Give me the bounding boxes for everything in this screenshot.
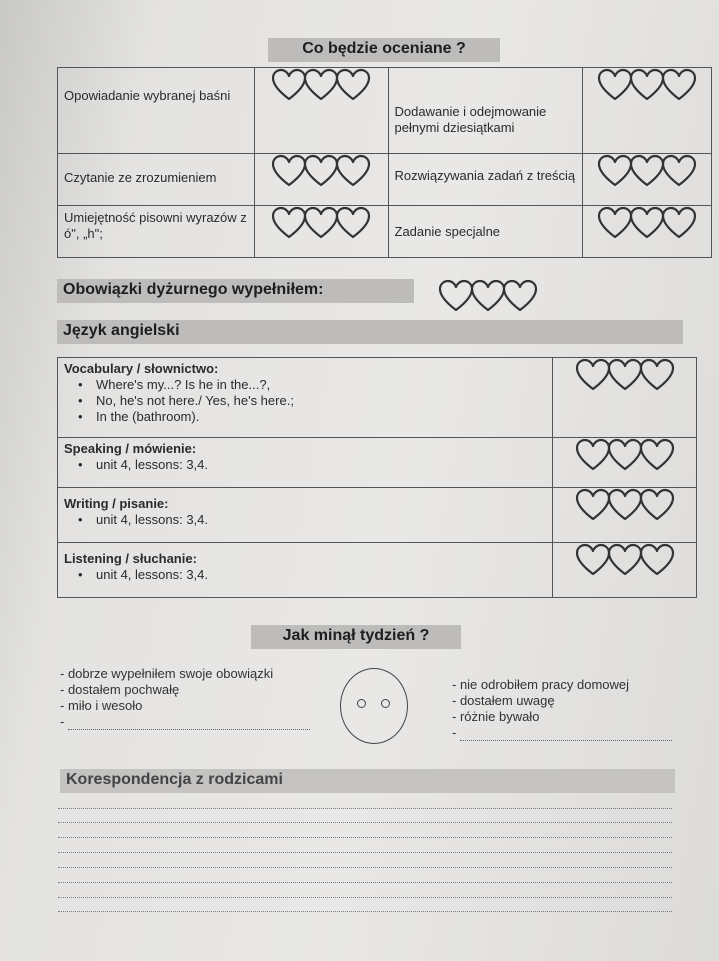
skill-title: Speaking / mówienie: xyxy=(64,441,197,456)
english-row xyxy=(58,358,697,438)
heart-icon[interactable] xyxy=(639,488,675,522)
rating-hearts[interactable] xyxy=(583,68,711,102)
heart-icon[interactable] xyxy=(597,206,633,240)
skill-item: • Where's my...? Is he in the...?, xyxy=(96,377,552,393)
week-option-dash: - xyxy=(60,714,65,729)
rating-hearts[interactable] xyxy=(583,154,711,188)
writing-line[interactable] xyxy=(58,837,672,838)
correspondence-title: Korespondencja z rodzicami xyxy=(60,769,675,793)
week-option[interactable]: - dostałem pochwałę xyxy=(60,682,180,697)
skill-item: • In the (bathroom). xyxy=(96,409,552,425)
heart-icon[interactable] xyxy=(607,488,643,522)
english-table xyxy=(57,357,697,598)
heart-icon[interactable] xyxy=(597,68,633,102)
heart-icon[interactable] xyxy=(629,206,665,240)
skill-item: • unit 4, lessons: 3,4. xyxy=(96,567,552,583)
rating-hearts[interactable] xyxy=(553,543,696,577)
heart-icon[interactable] xyxy=(575,488,611,522)
rating-hearts[interactable] xyxy=(553,438,696,472)
skill-item: • unit 4, lessons: 3,4. xyxy=(96,512,552,528)
heart-icon[interactable] xyxy=(607,438,643,472)
criterion-label: Dodawanie i odejmowanie pełnymi dziesiątkami xyxy=(394,104,547,135)
heart-icon[interactable] xyxy=(575,438,611,472)
heart-icon[interactable] xyxy=(303,68,339,102)
criterion-label: Rozwiązywania zadań z treścią xyxy=(394,168,576,183)
week-title: Jak minął tydzień ? xyxy=(251,625,461,649)
heart-icon[interactable] xyxy=(271,68,307,102)
assessment-title: Co będzie oceniane ? xyxy=(268,38,500,62)
criterion-label: Opowiadanie wybranej baśni xyxy=(64,88,231,103)
assessment-row xyxy=(58,68,712,154)
heart-icon[interactable] xyxy=(629,154,665,188)
week-custom-line[interactable] xyxy=(460,730,672,741)
writing-line[interactable] xyxy=(58,911,672,912)
heart-icon[interactable] xyxy=(438,279,474,313)
assessment-row xyxy=(58,206,712,258)
week-negative-list xyxy=(452,677,672,741)
heart-icon[interactable] xyxy=(607,358,643,392)
week-option-dash: - xyxy=(452,725,457,740)
heart-icon[interactable] xyxy=(335,206,371,240)
heart-icon[interactable] xyxy=(639,358,675,392)
eye-icon xyxy=(357,699,366,708)
rating-hearts[interactable] xyxy=(583,206,711,240)
heart-icon[interactable] xyxy=(607,543,643,577)
week-option[interactable]: - dostałem uwagę xyxy=(452,693,555,708)
criterion-label: Czytanie ze zrozumieniem xyxy=(64,170,217,185)
heart-icon[interactable] xyxy=(271,154,307,188)
week-option[interactable]: - różnie bywało xyxy=(452,709,540,724)
criterion-label: Umiejętność pisowni wyrazów z ó", „h"; xyxy=(64,210,247,241)
heart-icon[interactable] xyxy=(335,68,371,102)
heart-icon[interactable] xyxy=(661,68,697,102)
heart-icon[interactable] xyxy=(303,154,339,188)
heart-icon[interactable] xyxy=(575,358,611,392)
heart-icon[interactable] xyxy=(661,154,697,188)
heart-icon[interactable] xyxy=(597,154,633,188)
heart-icon[interactable] xyxy=(470,279,506,313)
skill-title: Listening / słuchanie: xyxy=(64,551,197,566)
assessment-table xyxy=(57,67,712,258)
eye-icon xyxy=(381,699,390,708)
skill-items xyxy=(58,457,552,473)
heart-icon[interactable] xyxy=(271,206,307,240)
heart-icon[interactable] xyxy=(502,279,538,313)
english-row xyxy=(58,438,697,488)
skill-item: • No, he's not here./ Yes, he's here.; xyxy=(96,393,552,409)
heart-icon[interactable] xyxy=(661,206,697,240)
rating-hearts[interactable] xyxy=(553,488,696,522)
week-option[interactable]: - miło i wesoło xyxy=(60,698,143,713)
week-option[interactable]: - dobrze wypełniłem swoje obowiązki xyxy=(60,666,274,681)
writing-line[interactable] xyxy=(58,852,672,853)
writing-line[interactable] xyxy=(58,822,672,823)
heart-icon[interactable] xyxy=(303,206,339,240)
skill-items xyxy=(58,567,552,583)
rating-hearts[interactable] xyxy=(255,206,388,240)
rating-hearts[interactable] xyxy=(255,154,388,188)
rating-hearts[interactable] xyxy=(255,68,388,102)
writing-line[interactable] xyxy=(58,882,672,883)
skill-title: Writing / pisanie: xyxy=(64,496,169,511)
skill-item: • unit 4, lessons: 3,4. xyxy=(96,457,552,473)
duty-label: Obowiązki dyżurnego wypełniłem: xyxy=(57,279,414,303)
english-row xyxy=(58,543,697,598)
writing-line[interactable] xyxy=(58,867,672,868)
duty-rating-hearts[interactable] xyxy=(428,276,548,316)
week-custom-option[interactable] xyxy=(60,714,310,730)
rating-hearts[interactable] xyxy=(553,358,696,392)
writing-line[interactable] xyxy=(58,897,672,898)
heart-icon[interactable] xyxy=(639,543,675,577)
heart-icon[interactable] xyxy=(639,438,675,472)
face-icon[interactable] xyxy=(340,668,408,744)
skill-items xyxy=(58,377,552,425)
week-option[interactable]: - nie odrobiłem pracy domowej xyxy=(452,677,630,692)
assessment-row xyxy=(58,154,712,206)
week-custom-option[interactable] xyxy=(452,725,672,741)
week-custom-line[interactable] xyxy=(68,719,310,730)
criterion-label: Zadanie specjalne xyxy=(394,224,501,239)
english-title: Język angielski xyxy=(57,320,683,344)
skill-title: Vocabulary / słownictwo: xyxy=(64,361,219,376)
heart-icon[interactable] xyxy=(575,543,611,577)
heart-icon[interactable] xyxy=(629,68,665,102)
skill-items xyxy=(58,512,552,528)
heart-icon[interactable] xyxy=(335,154,371,188)
week-positive-list xyxy=(60,666,310,730)
writing-line[interactable] xyxy=(58,808,672,809)
english-row xyxy=(58,488,697,543)
